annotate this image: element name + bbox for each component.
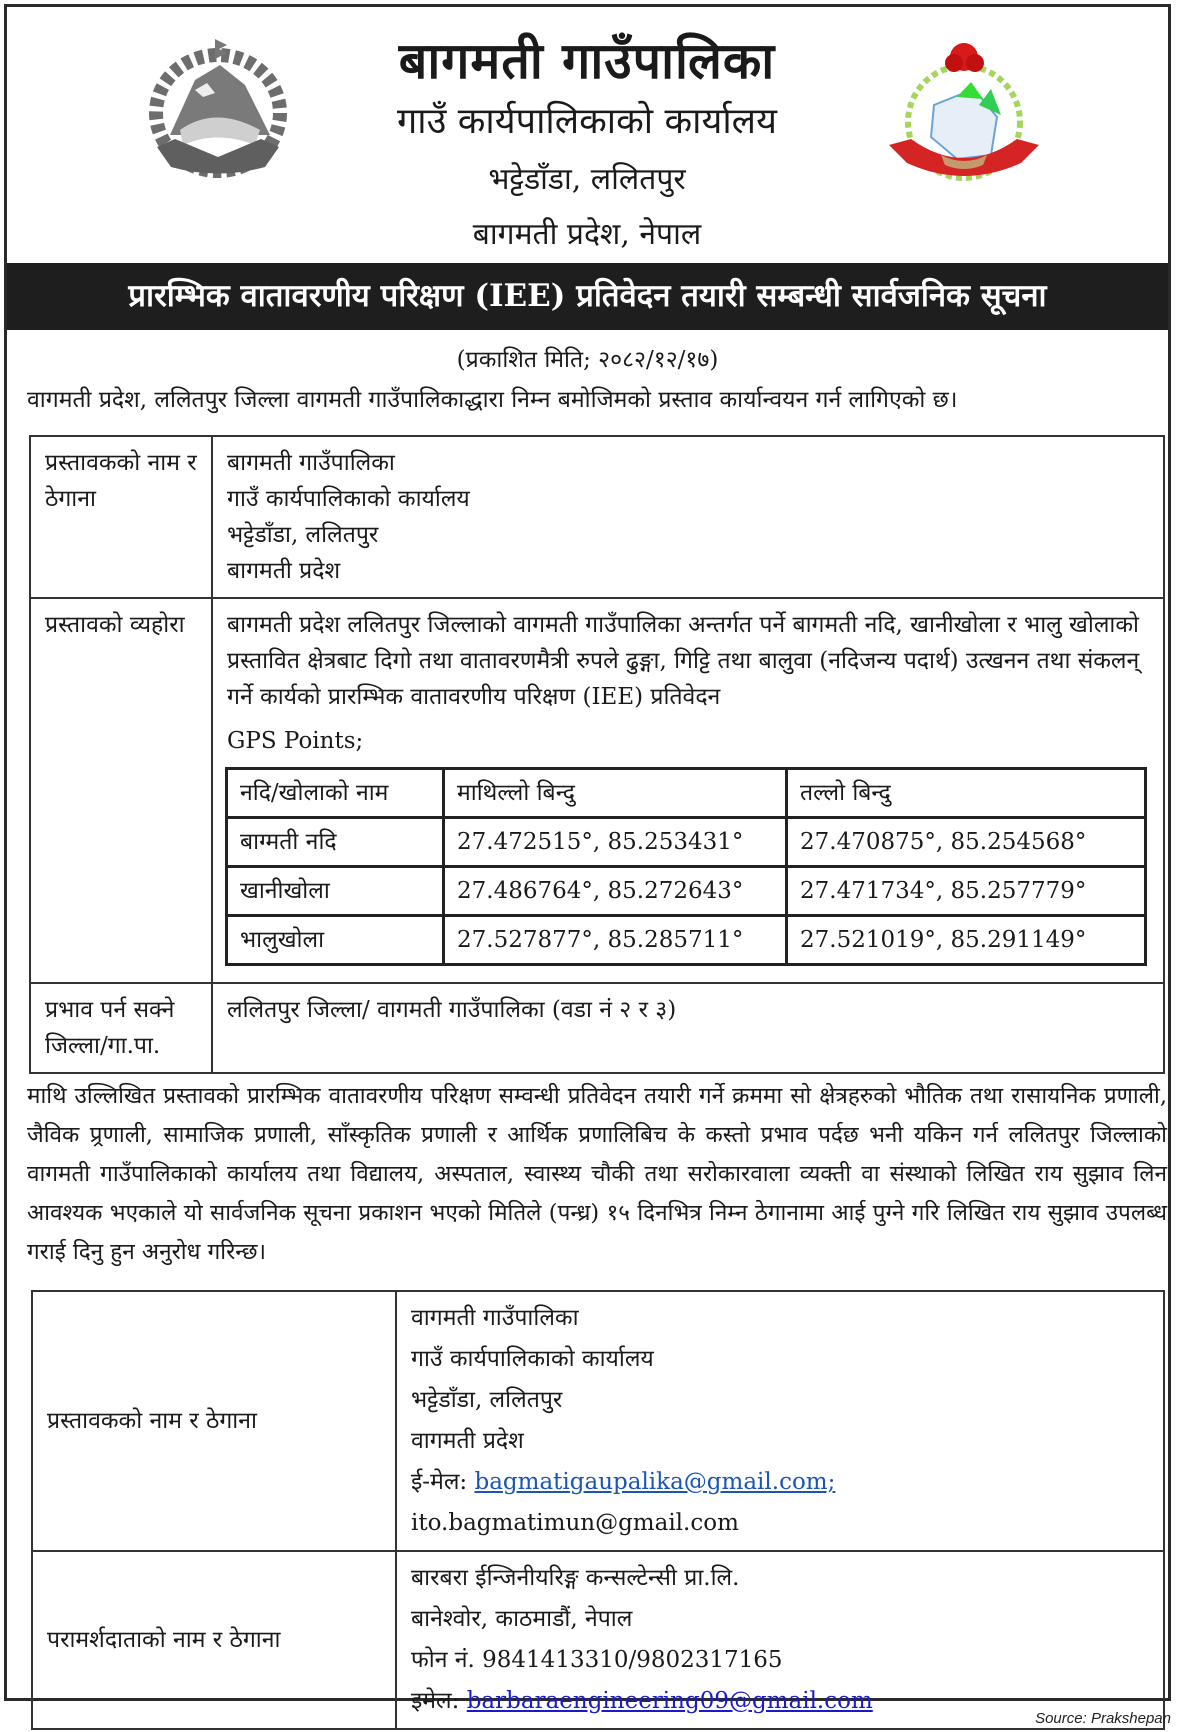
table-row: [32, 1551, 1164, 1729]
source-credit: Source: Prakshepan: [1035, 1710, 1171, 1727]
gps-row: [227, 916, 1146, 965]
gps-row: [227, 818, 1146, 867]
office-subtitle: गाउँ कार्यपालिकाको कार्यालय: [397, 101, 777, 142]
consultant-line: बारबरा ईन्जिनीयरिङ्ग कन्सल्टेन्सी प्रा.लि.: [411, 1565, 740, 1591]
proposer-email-secondary: ito.bagmatimun@gmail.com: [411, 1510, 739, 1536]
notice-frame: [4, 4, 1171, 1714]
gps-label: GPS Points;: [227, 728, 364, 754]
gps-row: [227, 867, 1146, 916]
proposer-line: बागमती प्रदेश: [227, 558, 341, 584]
subject-label: प्रस्तावको व्यहोरा: [30, 598, 212, 983]
proposal-details-table: [29, 435, 1165, 1074]
proposer-email-link[interactable]: bagmatigaupalika@gmail.com;: [474, 1469, 836, 1495]
contact-line: गाउँ कार्यपालिकाको कार्यालय: [411, 1346, 654, 1372]
affected-area-label: प्रभाव पर्न सक्ने जिल्ला/गा.पा.: [30, 983, 212, 1073]
proposer-line: गाउँ कार्यपालिकाको कार्यालय: [227, 486, 470, 512]
email-label: इमेल:: [411, 1688, 460, 1714]
gps-river-name: बाग्मती नदि: [227, 818, 444, 867]
proposer-label: प्रस्तावकको नाम र ठेगाना: [30, 436, 212, 598]
office-location: भट्टेडाँडा, ललितपुर: [488, 162, 686, 197]
gps-header-lower: तल्लो बिन्दु: [787, 769, 1146, 818]
proposer-email-line: [411, 1462, 1149, 1544]
subject-value: [212, 598, 1164, 983]
gps-lower-point: 27.470875°, 85.254568°: [787, 818, 1146, 867]
gps-points-table: [225, 767, 1147, 966]
table-row: [30, 983, 1164, 1073]
table-row: [30, 598, 1164, 983]
proposer-value: [212, 436, 1164, 598]
table-row: [30, 436, 1164, 598]
contact-line: वागमती प्रदेश: [411, 1428, 524, 1454]
proposer-line: बागमती गाउँपालिका: [227, 450, 395, 476]
municipality-title: बागमती गाउँपालिका: [398, 31, 776, 90]
contacts-table: [31, 1290, 1165, 1730]
contact-line: वागमती गाउँपालिका: [411, 1305, 579, 1331]
gps-upper-point: 27.486764°, 85.272643°: [444, 867, 787, 916]
intro-text: वागमती प्रदेश, ललितपुर जिल्ला वागमती गाउँपालिकाद्धारा निम्न बमोजिमको प्रस्ताव कार्यान्वयन गर्न लागिएको छ।: [27, 387, 958, 413]
bagmati-municipality-logo-icon: [879, 27, 1049, 195]
consultant-label: परामर्शदाताको नाम र ठेगाना: [32, 1551, 396, 1729]
email-label: ई-मेल:: [411, 1469, 468, 1495]
gps-lower-point: 27.471734°, 85.257779°: [787, 867, 1146, 916]
subject-text: बागमती प्रदेश ललितपुर जिल्लाको वागमती गाउँपालिका अन्तर्गत पर्ने बागमती नदि, खानीखोला र भालु खोलाको प्रस्तावित क्षेत्रबाट दिगो तथा वातावरणमैत्री रुपले ढुङ्गा, गिट्टि तथा बालुवा (नदिजन्य पदार्थ) उत्खनन तथा संकलन् गर्ने कार्यको प्रारम्भिक वातावरणीय परिक्षण (IEE) प्रतिवेदन: [227, 612, 1140, 710]
notice-title-banner: प्रारम्भिक वातावरणीय परिक्षण (IEE) प्रतिवेदन तयारी सम्बन्धी सार्वजनिक सूचना: [7, 263, 1168, 330]
table-row: [32, 1291, 1164, 1551]
gps-upper-point: 27.472515°, 85.253431°: [444, 818, 787, 867]
proposer-line: भट्टेडाँडा, ललितपुर: [227, 522, 379, 548]
gps-lower-point: 27.521019°, 85.291149°: [787, 916, 1146, 965]
consultant-value: [396, 1551, 1164, 1729]
affected-area-value: ललितपुर जिल्ला/ वागमती गाउँपालिका (वडा नं २ र ३): [212, 983, 1164, 1073]
contact-line: भट्टेडाँडा, ललितपुर: [411, 1387, 563, 1413]
gps-upper-point: 27.527877°, 85.285711°: [444, 916, 787, 965]
office-province: बागमती प्रदेश, नेपाल: [472, 217, 702, 252]
consultant-line: फोन नं. 9841413310/9802317165: [411, 1647, 783, 1673]
published-date: (प्रकाशित मिति; २०८२/१२/१७): [456, 347, 719, 373]
header: [7, 7, 1168, 261]
gps-header-upper: माथिल्लो बिन्दु: [444, 769, 787, 818]
request-paragraph: माथि उल्लिखित प्रस्तावको प्रारम्भिक वातावरणीय परिक्षण सम्वन्धी प्रतिवेदन तयारी गर्ने क्रममा सो क्षेत्रहरुको भौतिक तथा रासायनिक प्रणाली, जैविक प्र्रणाली, सामाजिक प्रणाली, साँस्कृतिक प्रणाली र आर्थिक प्रणालिबिच के कस्तो प्रभाव पर्दछ भनी यकिन गर्न ललितपुर जिल्लाको वागमती गाउँपालिकाको कार्यालय तथा विद्यालय, अस्पताल, स्वास्थ्य चौकी तथा सरोकारवाला व्यक्ती वा संस्थाको लिखित राय सुझाव लिन आवश्यक भएकाले यो सार्वजनिक सूचना प्रकाशन भएको मितिले (पन्ध्र) १५ दिनभित्र निम्न ठेगानामा आई पुग्ने गरि लिखित राय सुझाव उपलब्ध गराई दिनु हुन अनुरोध गरिन्छ।: [27, 1083, 1167, 1265]
gps-header-name: नदि/खोलाको नाम: [227, 769, 444, 818]
consultant-email-link[interactable]: barbaraengineering09@gmail.com: [466, 1688, 873, 1714]
consultant-line: बानेश्वोर, काठमाडौं, नेपाल: [411, 1606, 633, 1632]
nepal-government-emblem-icon: [135, 35, 301, 183]
contact-proposer-label: प्रस्तावकको नाम र ठेगाना: [32, 1291, 396, 1551]
contact-proposer-value: [396, 1291, 1164, 1551]
gps-header-row: [227, 769, 1146, 818]
gps-river-name: खानीखोला: [227, 867, 444, 916]
gps-river-name: भालुखोला: [227, 916, 444, 965]
